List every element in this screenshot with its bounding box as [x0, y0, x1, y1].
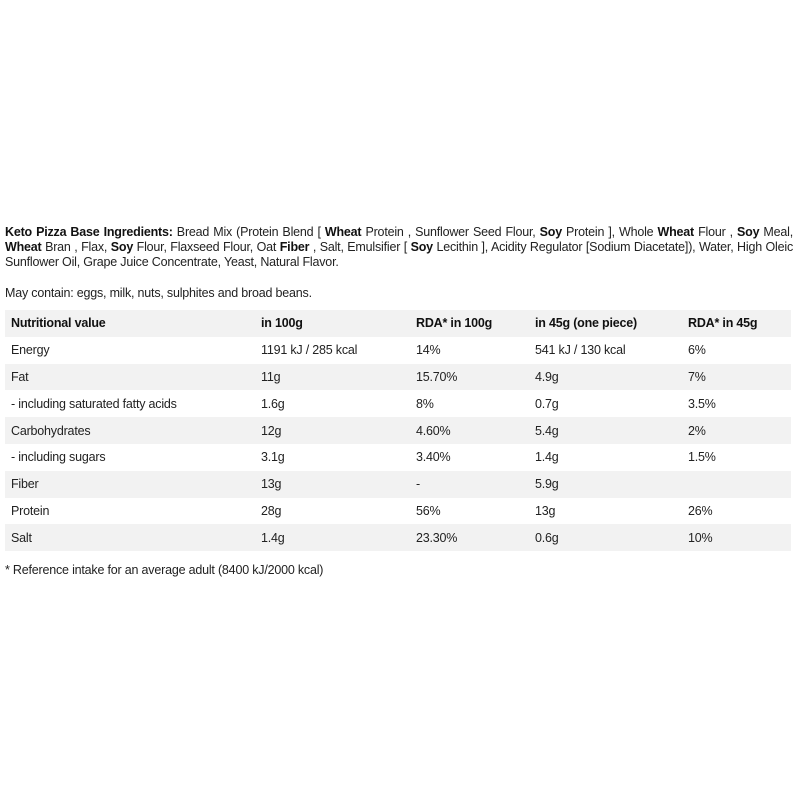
rda-45g: 2% — [682, 417, 791, 444]
nutrient-name: Carbohydrates — [5, 417, 255, 444]
value-45g: 5.9g — [529, 471, 682, 498]
ingredient-emphasis: Keto Pizza Base Ingredients: — [5, 225, 173, 239]
value-45g: 0.7g — [535, 396, 559, 411]
nutrition-table — [5, 310, 791, 551]
header-rda-100g: RDA* in 100g — [410, 310, 529, 337]
nutrient-name: Salt — [5, 524, 255, 551]
ingredient-text: Bran , Flax, — [41, 240, 111, 254]
ingredient-text: Meal, — [759, 225, 793, 239]
value-45g: 5.4g — [529, 417, 682, 444]
table-row — [5, 390, 791, 417]
value-100g: 1191 kJ / 285 kcal — [261, 343, 358, 358]
value-45g: 0.6g — [529, 524, 682, 551]
rda-100g: 14% — [416, 343, 441, 358]
table-row — [5, 337, 791, 364]
nutrient-name: Protein — [11, 503, 50, 518]
value-45g: 541 kJ / 130 kcal — [535, 343, 626, 358]
nutrient-name: - including sugars — [11, 450, 106, 465]
ingredient-text: Flour , — [694, 225, 738, 239]
rda-45g: 10% — [682, 524, 791, 551]
table-row — [5, 471, 791, 498]
value-45g: 4.9g — [529, 364, 682, 391]
allergen-notice: May contain: eggs, milk, nuts, sulphites and broad beans. — [5, 286, 312, 300]
ingredient-text: Flour, Flaxseed Flour, Oat — [133, 240, 280, 254]
rda-45g: 6% — [688, 343, 706, 358]
rda-100g: 23.30% — [410, 524, 529, 551]
header-nutritional-value: Nutritional value — [5, 310, 255, 337]
table-header-row — [5, 310, 791, 337]
table-row — [5, 524, 791, 551]
rda-45g: 26% — [688, 503, 713, 518]
value-100g: 13g — [255, 471, 410, 498]
value-100g: 1.6g — [261, 396, 285, 411]
rda-100g: 8% — [416, 396, 434, 411]
header-in-100g: in 100g — [255, 310, 410, 337]
rda-45g: 7% — [682, 364, 791, 391]
rda-45g: 3.5% — [688, 396, 716, 411]
ingredient-emphasis: Soy — [737, 225, 760, 239]
ingredient-emphasis: Wheat — [5, 240, 42, 254]
ingredient-emphasis: Soy — [110, 240, 134, 254]
ingredient-emphasis: Fiber — [279, 240, 310, 254]
value-100g: 12g — [255, 417, 410, 444]
value-45g: 1.4g — [535, 450, 559, 465]
ingredient-emphasis: Wheat — [657, 225, 694, 239]
ingredient-emphasis: Soy — [539, 225, 562, 239]
value-100g: 3.1g — [261, 450, 285, 465]
nutrient-name: Fiber — [5, 471, 255, 498]
value-100g: 1.4g — [255, 524, 410, 551]
rda-45g: 1.5% — [688, 450, 716, 465]
table-row — [5, 498, 791, 525]
table-row — [5, 444, 791, 471]
value-100g: 28g — [261, 503, 282, 518]
rda-100g: 15.70% — [410, 364, 529, 391]
rda-100g: 56% — [416, 503, 441, 518]
rda-45g — [682, 471, 791, 498]
rda-100g: 3.40% — [416, 450, 451, 465]
value-100g: 11g — [255, 364, 410, 391]
nutrient-name: Fat — [5, 364, 255, 391]
nutrient-name: Energy — [11, 343, 50, 358]
ingredient-emphasis: Wheat — [324, 225, 362, 239]
ingredient-text: Lecithin ], Acidity Regulator [Sodium Diacetate]), Water, High Oleic Sunflower Oil, Grape Juice Concentrate, Yeast, Natural Flavor. — [5, 240, 793, 269]
value-45g: 13g — [535, 503, 556, 518]
ingredient-text: Protein , Sunflower Seed Flour, — [361, 225, 540, 239]
header-rda-45g: RDA* in 45g — [682, 310, 791, 337]
rda-100g: 4.60% — [410, 417, 529, 444]
rda-footnote: * Reference intake for an average adult (8400 kJ/2000 kcal) — [5, 563, 324, 577]
table-row — [5, 417, 791, 444]
ingredient-emphasis: Soy — [410, 240, 433, 254]
nutrient-name: - including saturated fatty acids — [11, 396, 177, 411]
ingredient-text: Protein ], Whole — [561, 225, 658, 239]
ingredients-paragraph — [5, 225, 793, 270]
rda-100g: - — [410, 471, 529, 498]
table-row — [5, 364, 791, 391]
header-in-45g: in 45g (one piece) — [529, 310, 682, 337]
ingredient-text: , Salt, Emulsifier [ — [309, 240, 411, 254]
ingredient-text: Bread Mix (Protein Blend [ — [172, 225, 325, 239]
